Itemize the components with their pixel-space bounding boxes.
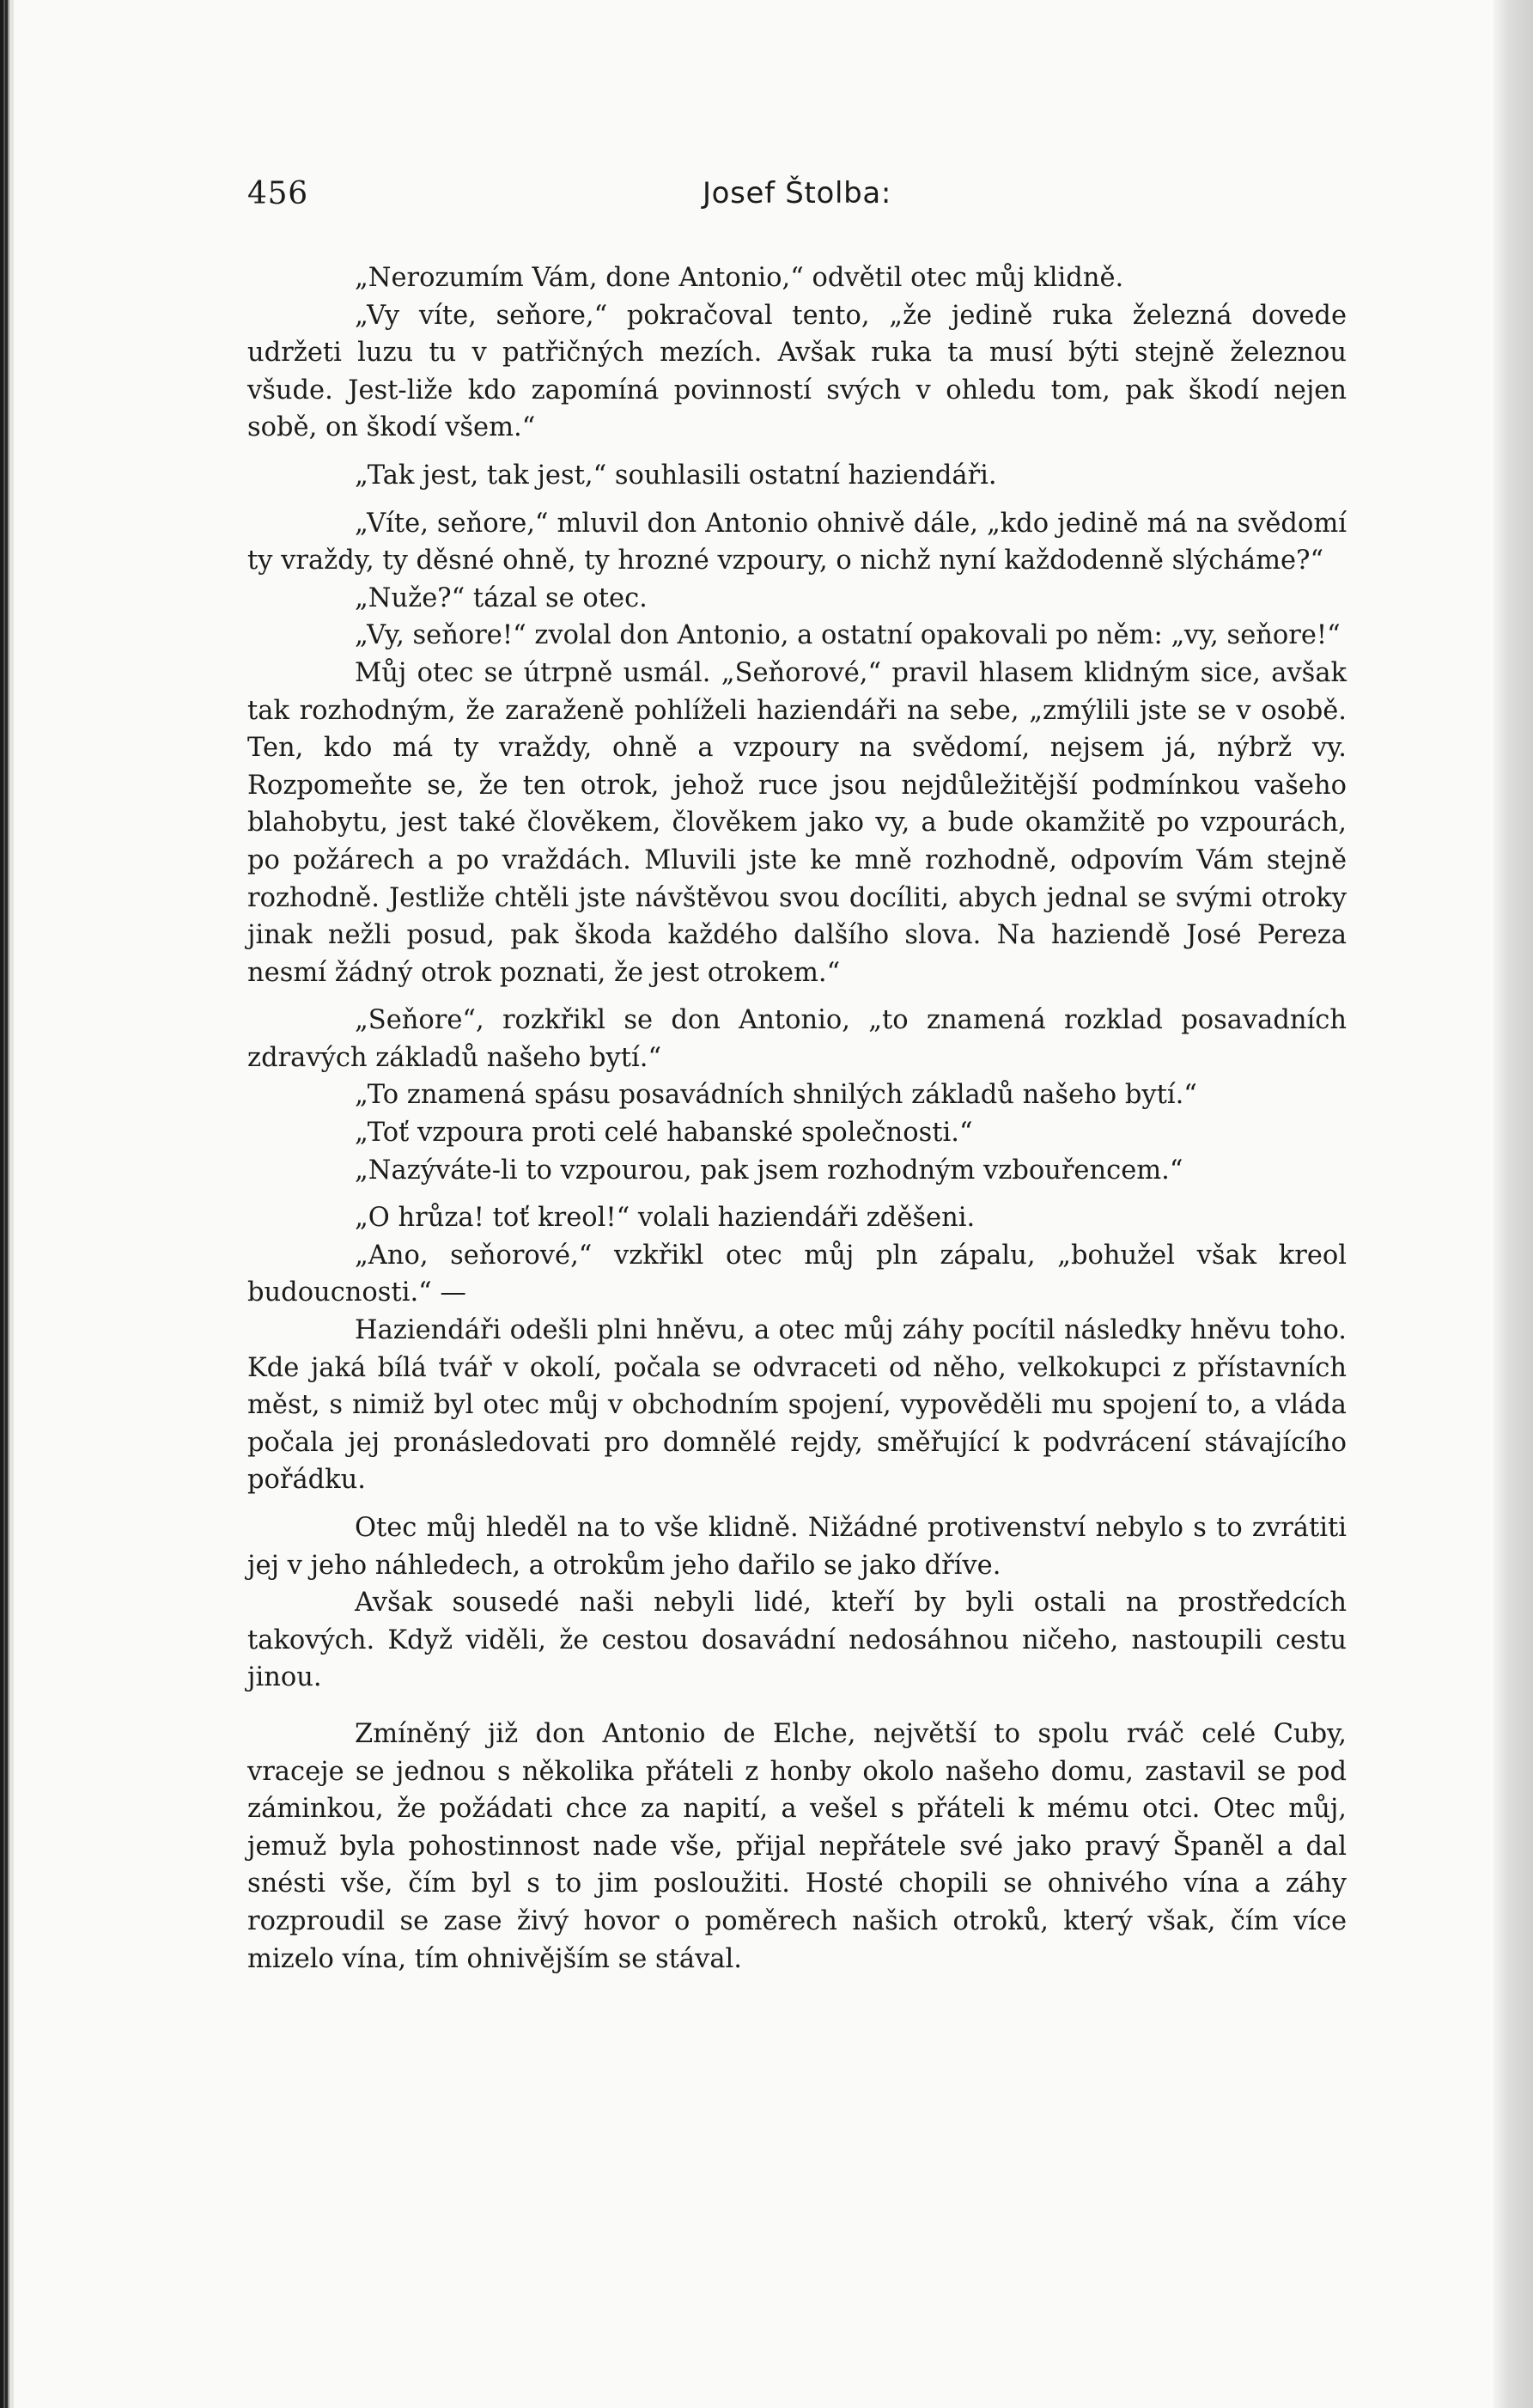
paragraph: „Nuže?“ tázal se otec. [355, 582, 648, 613]
paragraph: Avšak sousedé naši nebyli lidé, kteří by byli ostali na prostředcích takových. Když viděli, že cestou dosavádní nedosáhnou ničeho, nastoupili cestu jinou. [247, 1588, 1347, 1693]
paragraph: „Víte, seňore,“ mluvil don Antonio ohnivě dále, „kdo jedině má na svědomí ty vraždy, ty děsné ohně, ty hrozné vzpoury, o nichž nyní každodenně slýcháme?“ [247, 508, 1347, 576]
paragraph: „Ano, seňorové,“ vzkřikl otec můj pln zápalu, „bohužel však kreol budoucnosti.“ — [247, 1240, 1347, 1308]
paragraph: „To znamená spásu posavádních shnilých základů našeho bytí.“ [355, 1080, 1197, 1111]
paragraph: „Seňore“, rozkřikl se don Antonio, „to znamená rozklad posavadních zdravých základů našeho bytí.“ [247, 1005, 1347, 1073]
paragraph: Můj otec se útrpně usmál. „Seňorové,“ pravil hlasem klidným sice, avšak tak rozhodným, že zaraženě pohlíželi haziendáři na sebe, „zmýlili jste se v osobě. Ten, kdo má ty vraždy, ohně a vzpoury na svědomí, nejsem já, nýbrž vy. Rozpomeňte se, že ten otrok, jehož ruce jsou nejdůležitější podmínkou vašeho blahobytu, jest také člověkem, člověkem jako vy, a bude okamžitě po vzpourách, po požárech a po vraždách. Mluvili jste ke mně rozhodně, odpovím Vám stejně rozhodně. Jestliže chtěli jste návštěvou svou docíliti, abych jednal se svými otroky jinak nežli posud, pak škoda každého dalšího slova. Na haziendě José Pereza nesmí žádný otrok poznati, že jest otrokem.“ [247, 657, 1347, 988]
paragraph: Zmíněný již don Antonio de Elche, největší to spolu rváč celé Cuby, vraceje se jednou s několika přáteli z honby okolo našeho domu, zastavil se pod záminkou, že požádati chce za napití, a vešel s přáteli k mému otci. Otec můj, jemuž byla pohostinnost nade vše, přijal nepřátele své jako pravý Španěl a dal snésti vše, čím byl s to jim posloužiti. Hosté chopili se ohnivého vína a záhy rozproudil se zase živý hovor o poměrech našich otroků, který však, čím více mizelo vína, tím ohnivějším se stával. [247, 1718, 1347, 1974]
paragraph: „Nerozumím Vám, done Antonio,“ odvětil otec můj klidně. [355, 263, 1124, 293]
paragraph: „O hrůza! toť kreol!“ volali haziendáři zděšeni. [355, 1203, 976, 1234]
body-text [247, 259, 1347, 1978]
paragraph: Haziendáři odešli plni hněvu, a otec můj záhy pocítil následky hněvu toho. Kde jaká bílá tvář v okolí, počala se odvraceti od něho, velkokupci z přístavních měst, s nimiž byl otec můj v obchodním spojení, vypověděli mu spojení to, a vláda počala jej pronásledovati pro domnělé rejdy, směřující k podvrácení stávajícího pořádku. [247, 1315, 1347, 1496]
paragraph: „Toť vzpoura proti celé habanské společnosti.“ [355, 1118, 973, 1149]
paragraph: „Tak jest, tak jest,“ souhlasili ostatní haziendáři. [355, 460, 997, 491]
paragraph: „Vy víte, seňore,“ pokračoval tento, „že jedině ruka železná dovede udržeti luzu tu v patřičných mezích. Avšak ruka ta musí býti stejně železnou všude. Jest-liže kdo zapomíná povinností svých v ohledu tom, pak škodí nejen sobě, on škodí všem.“ [247, 300, 1347, 443]
paragraph: Otec můj hleděl na to vše klidně. Nižádné protivenství nebylo s to zvrátiti jej v jeho náhledech, a otrokům jeho dařilo se jako dříve. [247, 1513, 1347, 1581]
page-number: 456 [247, 176, 308, 211]
page-edge-shadow [1493, 0, 1533, 2408]
paragraph: „Nazýváte-li to vzpourou, pak jsem rozhodným vzbouřencem.“ [355, 1155, 1183, 1186]
paragraph: „Vy, seňore!“ zvolal don Antonio, a ostatní opakovali po něm: „vy, seňore!“ [355, 620, 1341, 651]
book-spine-edge [0, 0, 14, 2408]
running-head: Josef Štolba: [702, 176, 892, 210]
page-header [247, 176, 1347, 228]
